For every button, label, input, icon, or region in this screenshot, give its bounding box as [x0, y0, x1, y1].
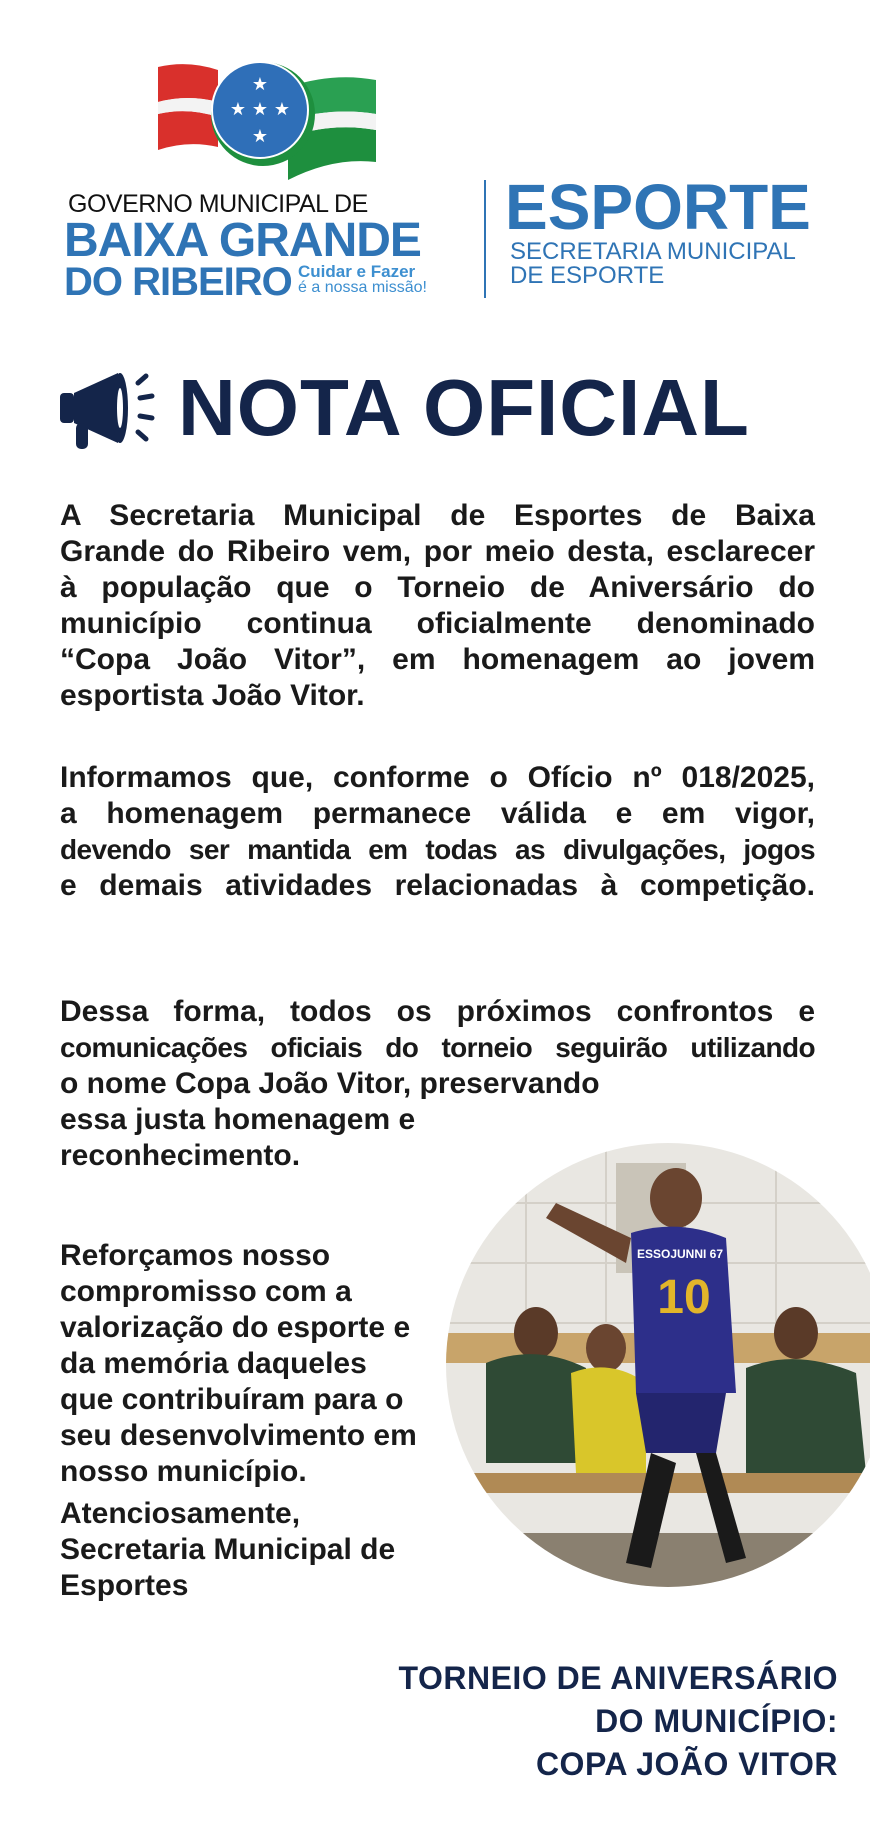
futsal-player-photo [446, 1143, 870, 1587]
svg-text:★: ★ [251, 74, 269, 95]
svg-text:★: ★ [251, 126, 269, 147]
paragraph-1-line: município continua oficialmente denominado [60, 607, 815, 640]
department-title: ESPORTE [505, 171, 811, 243]
paragraph-3-line: reconhecimento. [60, 1139, 301, 1172]
paragraph-4-line: da memória daqueles [60, 1347, 367, 1380]
jersey-text: ESSOJUNNI 67 [636, 1247, 724, 1261]
paragraph-1-line: “Copa João Vitor”, em homenagem ao jovem [60, 643, 815, 676]
paragraph-2-line: Informamos que, conforme o Ofício nº 018/2025, [60, 761, 815, 794]
page-title: NOTA OFICIAL [178, 363, 750, 452]
paragraph-3-line: comunicações oficiais do torneio seguirão utilizando [60, 1032, 815, 1063]
paragraph-4-line: valorização do esporte e [60, 1311, 411, 1344]
jersey-number: 10 [657, 1271, 711, 1324]
paragraph-2-line: e demais atividades relacionadas à competição. [60, 869, 815, 902]
paragraph-2-line: a homenagem permanece válida e em vigor, [60, 797, 815, 830]
paragraph-1-line: à população que o Torneio de Aniversário do [60, 571, 815, 604]
paragraph-4-line: seu desenvolvimento em [60, 1419, 417, 1452]
paragraph-4-line: Reforçamos nosso [60, 1239, 331, 1272]
paragraph-4-line: nosso município. [60, 1455, 307, 1488]
svg-text:★: ★ [229, 99, 247, 120]
tournament-title-line1: TORNEIO DE ANIVERSÁRIO [398, 1660, 838, 1696]
paragraph-1-line: A Secretaria Municipal de Esportes de Baixa [60, 499, 815, 532]
city-name-line1: BAIXA GRANDE [64, 214, 421, 267]
slogan-line2: é a nossa missão! [298, 279, 427, 296]
paragraph-3-line: essa justa homenagem e [60, 1103, 416, 1136]
megaphone-icon [58, 368, 168, 453]
tournament-title-line3: COPA JOÃO VITOR [535, 1746, 838, 1782]
signoff-line: Secretaria Municipal de [60, 1533, 396, 1566]
paragraph-1-line: Grande do Ribeiro vem, por meio desta, esclarecer [60, 535, 815, 568]
svg-text:★: ★ [273, 99, 291, 120]
signoff-line: Atenciosamente, [60, 1497, 301, 1530]
paragraph-1-line: esportista João Vitor. [60, 679, 365, 712]
government-label: GOVERNO MUNICIPAL DE [68, 190, 368, 218]
department-subtitle-line1: SECRETARIA MUNICIPAL [510, 238, 796, 265]
city-name-line2: DO RIBEIRO [64, 260, 292, 304]
municipal-flag-logo [158, 62, 378, 187]
department-subtitle-line2: DE ESPORTE [510, 262, 665, 289]
tournament-title-line2: DO MUNICÍPIO: [595, 1703, 838, 1739]
signoff-line: Esportes [60, 1569, 189, 1602]
paragraph-3-line: Dessa forma, todos os próximos confrontos e [60, 995, 815, 1028]
paragraph-4-line: compromisso com a [60, 1275, 352, 1308]
svg-text:★: ★ [251, 99, 269, 120]
paragraph-3-line: o nome Copa João Vitor, preservando [60, 1067, 600, 1100]
paragraph-2-line: devendo ser mantida em todas as divulgações, jogos [60, 834, 815, 865]
paragraph-4-line: que contribuíram para o [60, 1383, 404, 1416]
logo-divider [484, 180, 486, 298]
slogan-line1: Cuidar e Fazer [298, 262, 416, 281]
